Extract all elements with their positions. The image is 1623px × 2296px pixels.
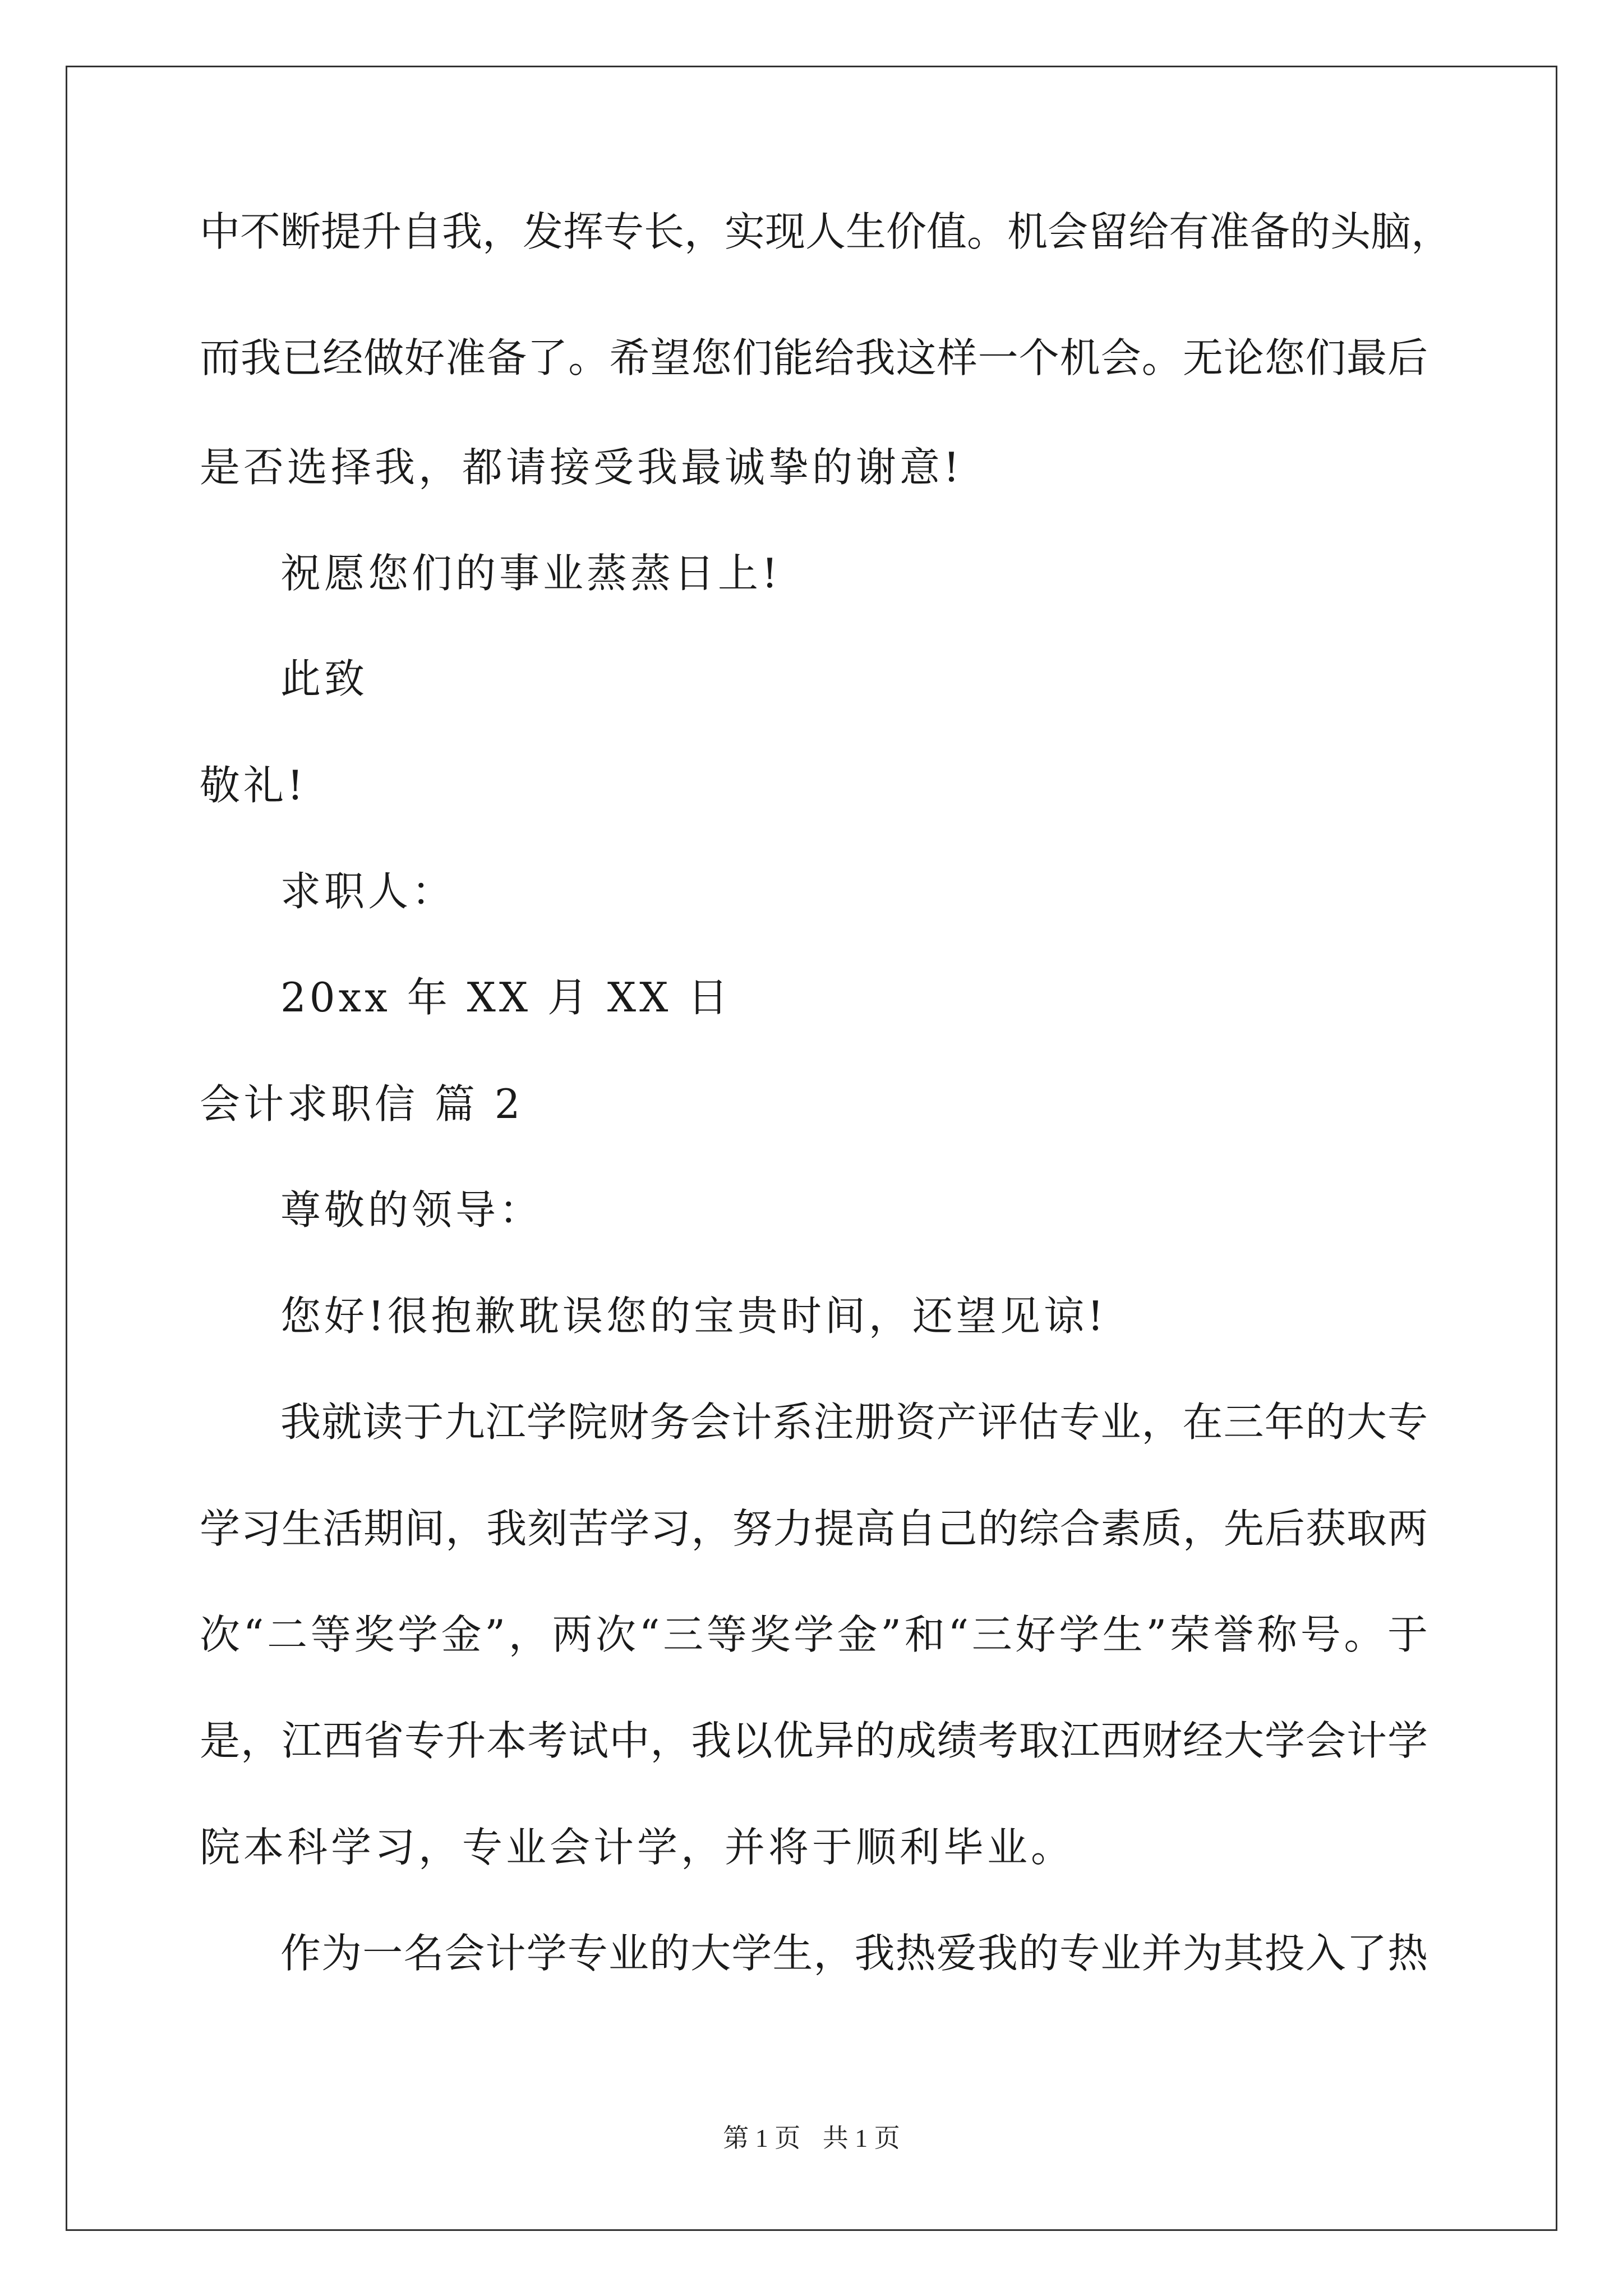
page-number: 第 1 页 [723, 2124, 801, 2152]
closing-line: 此致 [280, 655, 368, 702]
body-line: 而我已经做好准备了。希望您们能给我这样一个机会。无论您们最后 [200, 334, 1428, 381]
body-line: 是，江西省专升本考试中，我以优异的成绩考取江西财经大学会计学 [200, 1717, 1428, 1764]
applicant-line: 求职人： [280, 868, 456, 915]
greeting-line: 尊敬的领导： [280, 1186, 543, 1234]
wishes-line: 祝愿您们的事业蒸蒸日上! [280, 550, 781, 597]
page-footer [0, 2122, 1623, 2155]
body-line: 作为一名会计学专业的大学生，我热爱我的专业并为其投入了热 [280, 1930, 1428, 1977]
body-line: 次“二等奖学金”，两次“三等奖学金”和“三好学生”荣誉称号。于 [200, 1611, 1428, 1658]
opening-line: 您好!很抱歉耽误您的宝贵时间，还望见谅! [280, 1292, 1107, 1340]
body-line: 学习生活期间，我刻苦学习，努力提高自己的综合素质，先后获取两 [200, 1505, 1428, 1552]
page-total: 共 1 页 [822, 2124, 900, 2152]
page-border [66, 66, 1557, 2231]
salutation-line: 敬礼! [200, 762, 307, 809]
section-heading: 会计求职信 篇 2 [200, 1080, 524, 1128]
body-line: 院本科学习，专业会计学，并将于顺利毕业。 [200, 1824, 1075, 1871]
body-line: 是否选择我，都请接受我最诚挚的谢意! [200, 444, 963, 491]
body-line: 中不断提升自我，发挥专长，实现人生价值。机会留给有准备的头脑， [200, 208, 1452, 255]
body-line: 我就读于九江学院财务会计系注册资产评估专业，在三年的大专 [280, 1398, 1428, 1446]
date-line: 20xx 年 XX 月 XX 日 [280, 974, 732, 1021]
